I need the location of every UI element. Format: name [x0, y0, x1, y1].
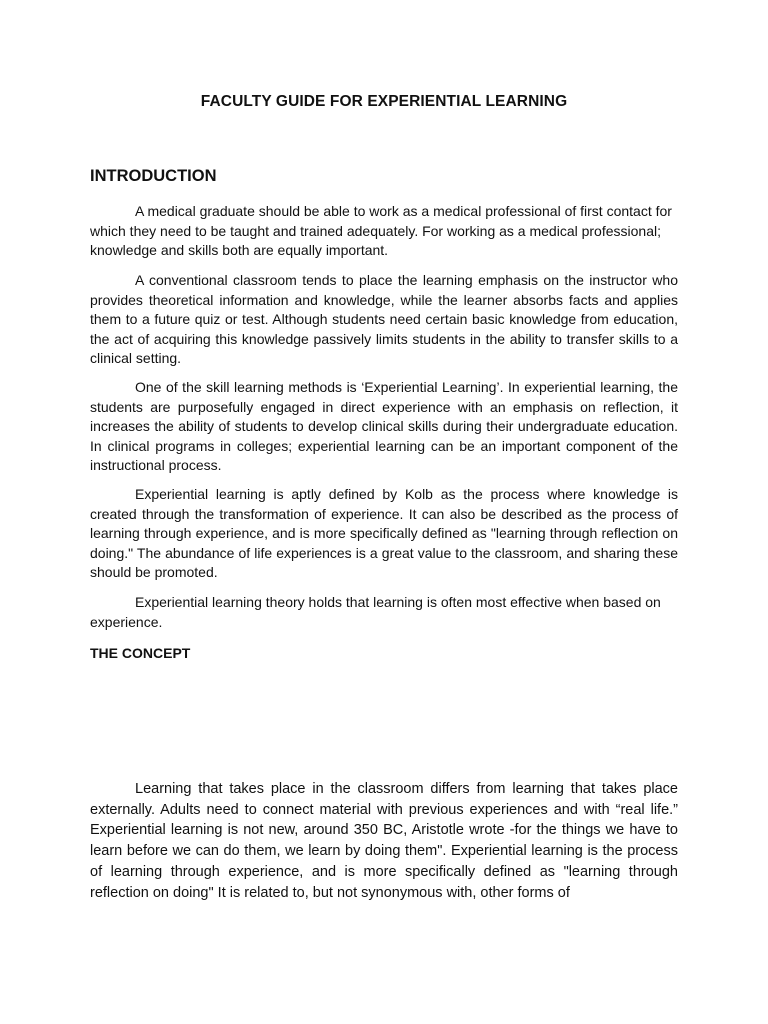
paragraph: Learning that takes place in the classroom differs from learning that takes place externally. Adults need to connect material with previous experiences and with “real life.” Experiential learning is not new, around 350 BC, Aristotle wrote -for the things we have to learn before we can do them, we learn by doing them". Experiential learning is the process of learning through experience, and is more specifically defined as "learning through reflection on doing" It is related to, but not synonymous with, other forms of — [90, 781, 678, 901]
paragraph: Experiential learning is aptly defined by Kolb as the process where knowledge is created through the transformation of experience. It can also be described as the process of learning through experience, and is more specifically defined as "learning through reflection on doing." The abundance of life experiences is a great value to the classroom, and sharing these should be promoted. — [90, 486, 678, 580]
paragraph: A conventional classroom tends to place the learning emphasis on the instructor who provides theoretical information and knowledge, while the learner absorbs facts and applies them to a future quiz or test. Although students need certain basic knowledge from education, the act of acquiring this knowledge passively limits students in the ability to transfer skills to a clinical setting. — [90, 272, 678, 366]
section-heading-introduction: INTRODUCTION — [90, 167, 217, 185]
section-heading-concept: THE CONCEPT — [90, 645, 191, 661]
paragraph: One of the skill learning methods is ‘Experiential Learning’. In experiential learning, the students are purposefully engaged in direct experience with an emphasis on reflection, it increases the ability of students to develop clinical skills during their undergraduate education. In clinical programs in colleges; experiential learning can be an important component of the instructional process. — [90, 379, 678, 473]
paragraph: A medical graduate should be able to work as a medical professional of first contact for which they need to be taught and trained adequately. For working as a medical professional; knowledge and skills both are equally important. — [90, 203, 672, 258]
document-title: FACULTY GUIDE FOR EXPERIENTIAL LEARNING — [200, 93, 568, 110]
paragraph: Experiential learning theory holds that learning is often most effective when based on experience. — [90, 594, 661, 630]
